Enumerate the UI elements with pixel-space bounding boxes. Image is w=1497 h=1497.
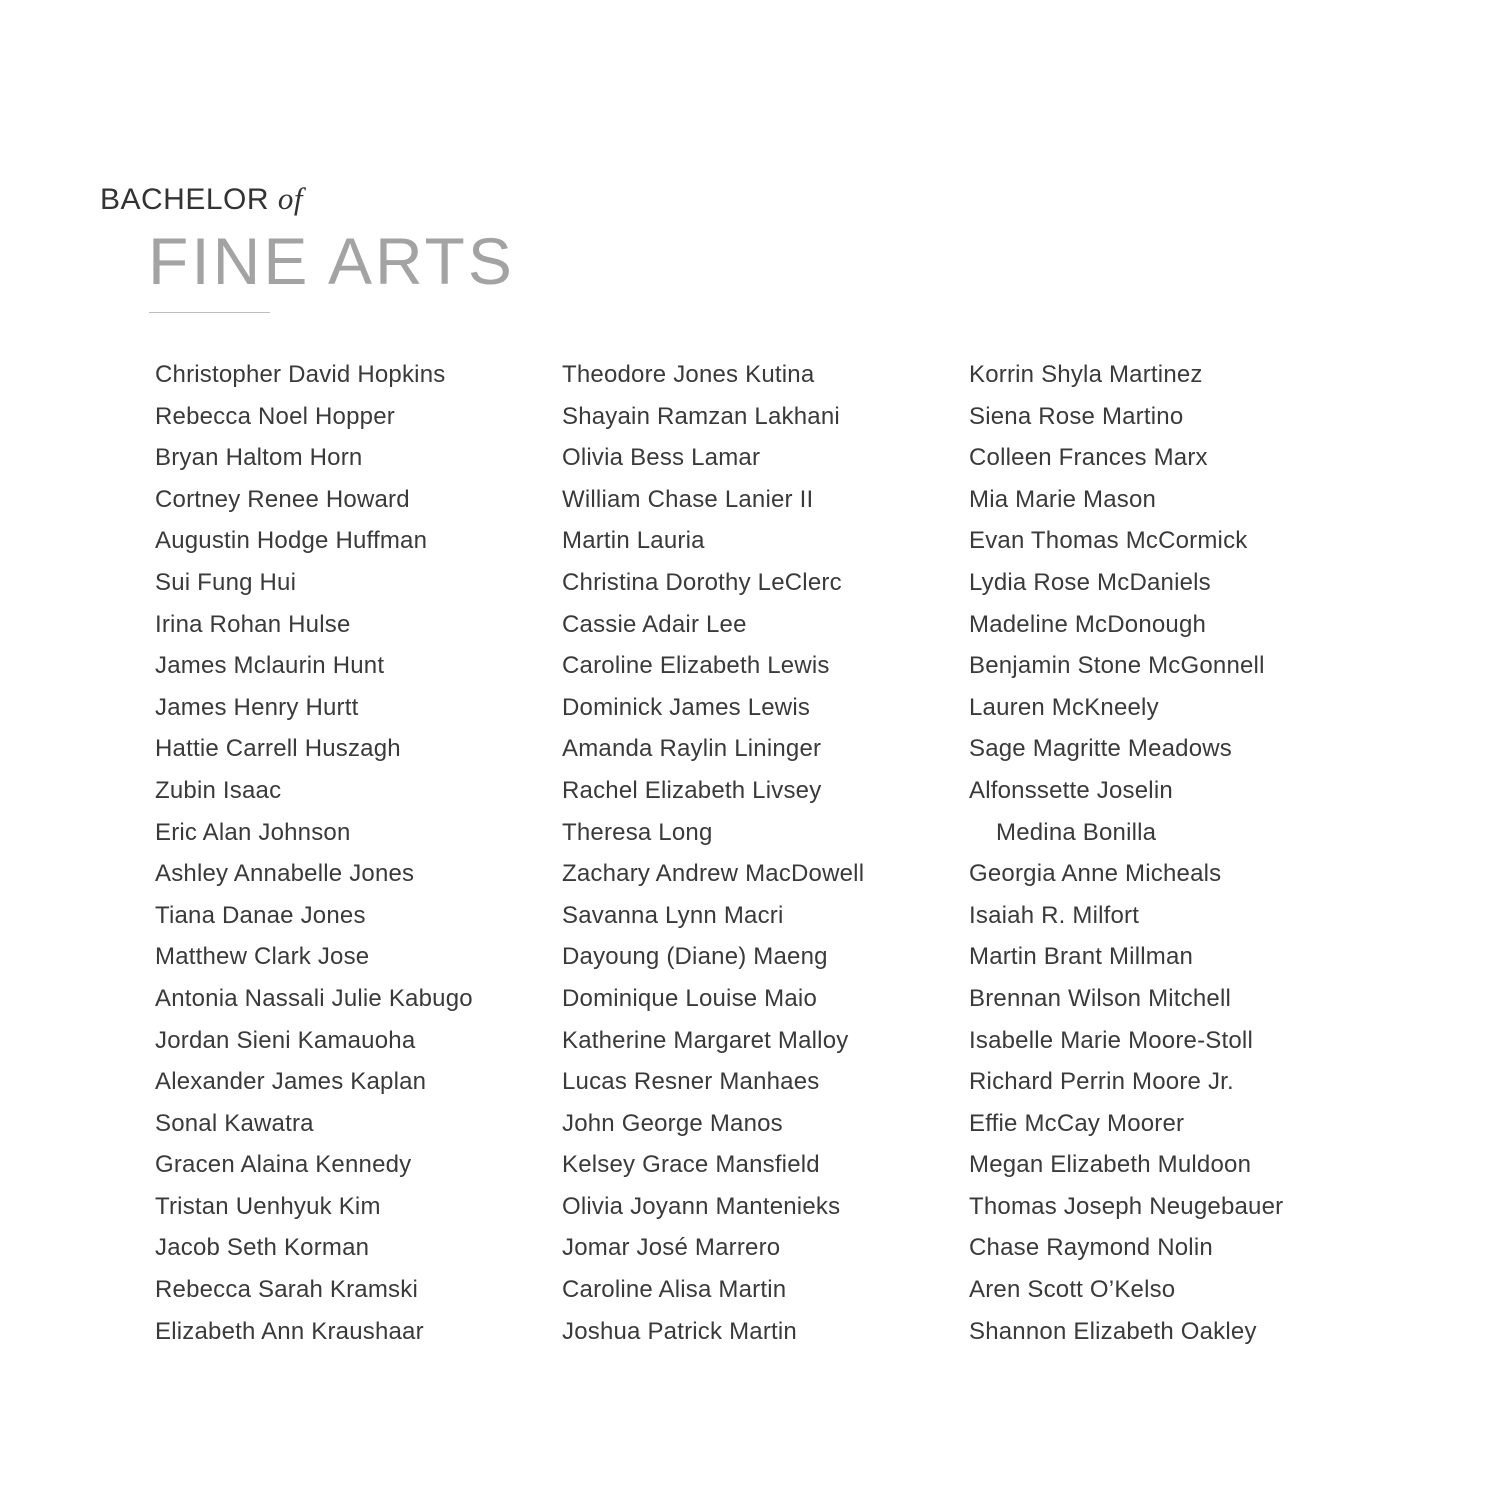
graduate-name: Cortney Renee Howard <box>155 485 410 513</box>
graduate-name: Dominique Louise Maio <box>562 984 818 1012</box>
graduate-name: Christopher David Hopkins <box>155 361 446 388</box>
graduate-name: Matthew Clark Jose <box>155 943 370 971</box>
graduate-name: Joshua Patrick Martin <box>562 1317 797 1345</box>
graduate-name: Gracen Alaina Kennedy <box>155 1151 412 1179</box>
graduate-name: Olivia Bess Lamar <box>562 444 761 472</box>
degree-title: FINE ARTS <box>148 224 515 298</box>
graduate-name: Tiana Danae Jones <box>155 901 366 929</box>
degree-heading <box>100 183 303 215</box>
graduate-name: Megan Elizabeth Muldoon <box>969 1151 1252 1179</box>
graduate-name: Aren Scott O’Kelso <box>969 1276 1176 1304</box>
graduate-name: Zubin Isaac <box>155 776 282 804</box>
graduate-name: Hattie Carrell Huszagh <box>155 735 401 763</box>
graduate-name: Zachary Andrew MacDowell <box>562 860 865 888</box>
graduate-name: Ashley Annabelle Jones <box>155 860 415 888</box>
graduate-name: Lauren McKneely <box>969 693 1159 721</box>
graduate-name: Eric Alan Johnson <box>155 818 351 846</box>
names-column-2 <box>562 354 864 1352</box>
graduate-name: Korrin Shyla Martinez <box>969 361 1203 388</box>
graduate-name: Sonal Kawatra <box>155 1109 314 1137</box>
graduate-name-continuation: Medina Bonilla <box>996 818 1157 846</box>
graduate-name: Christina Dorothy LeClerc <box>562 568 842 596</box>
graduate-name: Chase Raymond Nolin <box>969 1234 1213 1262</box>
graduate-name: Colleen Frances Marx <box>969 444 1208 472</box>
degree-connector: of <box>277 181 304 216</box>
graduate-name: Irina Rohan Hulse <box>155 610 351 638</box>
graduate-name: Amanda Raylin Lininger <box>562 735 822 763</box>
graduate-name: Dominick James Lewis <box>562 693 811 721</box>
graduate-name: Rebecca Sarah Kramski <box>155 1276 418 1304</box>
graduate-name: Lucas Resner Manhaes <box>562 1068 820 1096</box>
names-column-3 <box>969 354 1283 1352</box>
graduate-name: Sui Fung Hui <box>155 568 297 596</box>
graduate-name: Olivia Joyann Mantenieks <box>562 1192 841 1220</box>
graduate-name: Shannon Elizabeth Oakley <box>969 1317 1257 1345</box>
graduate-name: William Chase Lanier II <box>562 485 814 513</box>
graduate-name: Isabelle Marie Moore-Stoll <box>969 1026 1253 1054</box>
graduate-name: Jomar José Marrero <box>562 1234 781 1262</box>
graduate-name: Bryan Haltom Horn <box>155 444 363 472</box>
graduate-name: Savanna Lynn Macri <box>562 901 784 929</box>
graduate-name: Martin Brant Millman <box>969 943 1194 971</box>
graduate-name: Alexander James Kaplan <box>155 1068 427 1096</box>
graduate-name: Richard Perrin Moore Jr. <box>969 1068 1234 1096</box>
graduate-name: Elizabeth Ann Kraushaar <box>155 1317 424 1345</box>
graduate-name: Caroline Alisa Martin <box>562 1276 787 1304</box>
graduate-name: Mia Marie Mason <box>969 485 1157 513</box>
graduate-name: Lydia Rose McDaniels <box>969 568 1211 596</box>
graduate-name: Sage Magritte Meadows <box>969 735 1232 763</box>
graduate-name: Isaiah R. Milfort <box>969 901 1140 929</box>
graduate-name: Jordan Sieni Kamauoha <box>155 1026 416 1054</box>
graduate-name: Augustin Hodge Huffman <box>155 527 428 555</box>
names-column-1 <box>155 354 473 1352</box>
graduate-name: James Henry Hurtt <box>155 693 359 721</box>
graduate-name: Theodore Jones Kutina <box>562 361 815 388</box>
graduate-name: Madeline McDonough <box>969 610 1207 638</box>
graduate-name: Theresa Long <box>562 818 713 846</box>
degree-prefix: BACHELOR <box>100 183 270 216</box>
graduate-name: Thomas Joseph Neugebauer <box>969 1192 1284 1220</box>
graduate-name: Jacob Seth Korman <box>155 1234 370 1262</box>
graduate-name: Rachel Elizabeth Livsey <box>562 776 822 804</box>
graduate-name: Katherine Margaret Malloy <box>562 1026 849 1054</box>
graduate-name: Shayain Ramzan Lakhani <box>562 402 840 430</box>
graduate-name: Benjamin Stone McGonnell <box>969 652 1265 680</box>
graduate-name: Dayoung (Diane) Maeng <box>562 943 828 971</box>
graduate-name: Alfonssette Joselin <box>969 776 1173 804</box>
graduate-name: Rebecca Noel Hopper <box>155 402 395 430</box>
graduate-name: Martin Lauria <box>562 527 705 555</box>
graduate-name: Georgia Anne Micheals <box>969 860 1222 888</box>
graduate-name: Kelsey Grace Mansfield <box>562 1151 820 1179</box>
title-divider <box>149 312 270 313</box>
graduate-name: Effie McCay Moorer <box>969 1109 1185 1137</box>
graduate-name: Caroline Elizabeth Lewis <box>562 652 830 680</box>
graduate-name: Tristan Uenhyuk Kim <box>155 1192 381 1220</box>
graduate-name: James Mclaurin Hunt <box>155 652 385 680</box>
graduate-name: Evan Thomas McCormick <box>969 527 1248 555</box>
graduate-name: Antonia Nassali Julie Kabugo <box>155 984 473 1012</box>
graduate-name: John George Manos <box>562 1109 783 1137</box>
graduate-name: Brennan Wilson Mitchell <box>969 984 1232 1012</box>
graduate-name: Siena Rose Martino <box>969 402 1184 430</box>
graduate-name: Cassie Adair Lee <box>562 610 747 638</box>
